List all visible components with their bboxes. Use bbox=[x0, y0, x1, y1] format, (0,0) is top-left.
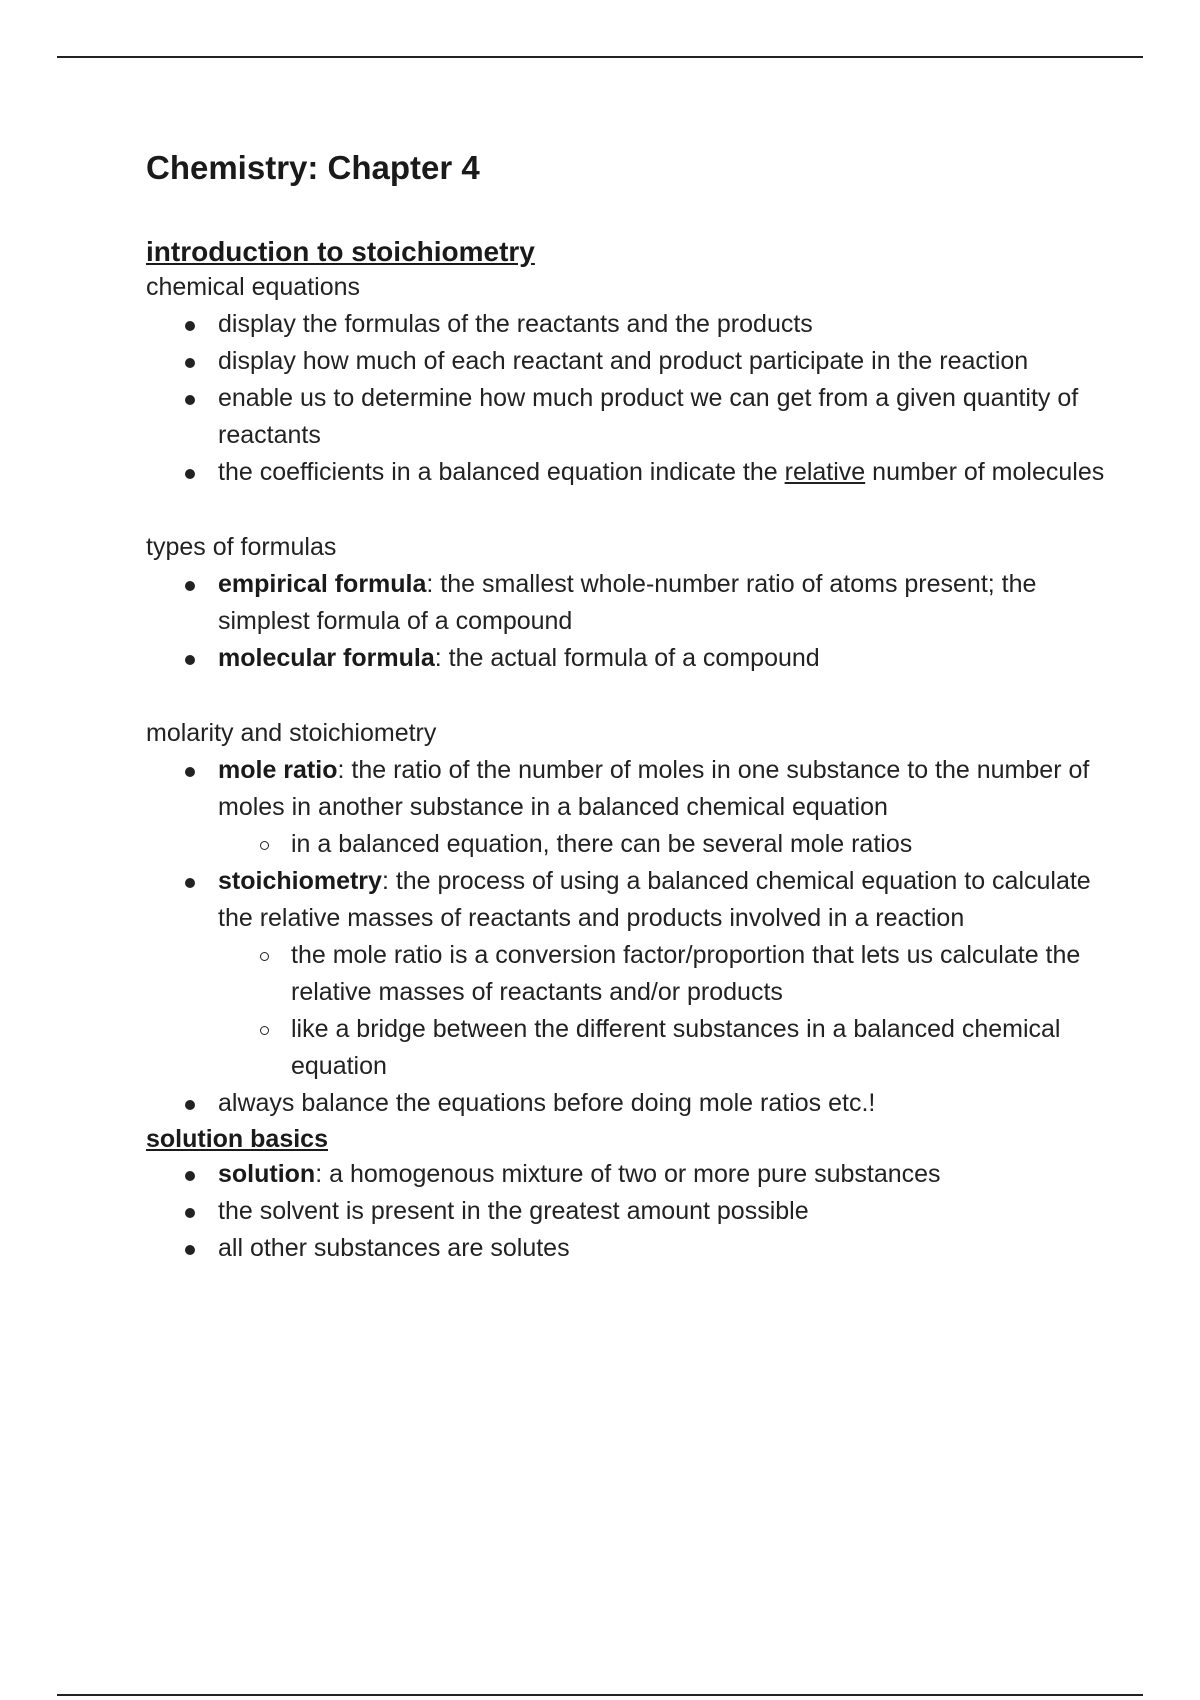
list-item bbox=[146, 566, 1106, 640]
subheading-chemical-equations: chemical equations bbox=[146, 273, 361, 301]
section-heading-solution: solution basics bbox=[146, 1125, 328, 1153]
term: mole ratio bbox=[218, 756, 338, 784]
bottom-rule bbox=[57, 1694, 1143, 1696]
list-item: always balance the equations before doing mole ratios etc.! bbox=[146, 1085, 1106, 1122]
list-item bbox=[146, 863, 1106, 1085]
sub-list-item: the mole ratio is a conversion factor/proportion that lets us calculate the relative masses of reactants and/or products bbox=[146, 937, 1106, 1011]
list-item bbox=[146, 640, 1106, 677]
list-item: the solvent is present in the greatest amount possible bbox=[146, 1193, 1106, 1230]
list-item bbox=[146, 1156, 1106, 1193]
sub-list bbox=[218, 826, 1106, 863]
list-item: enable us to determine how much product we can get from a given quantity of reactants bbox=[146, 380, 1106, 454]
term: stoichiometry bbox=[218, 867, 382, 895]
document-body bbox=[146, 140, 1106, 1267]
definition: : the process of using a balanced chemical equation to calculate the relative masses of reactants and products involved in a reaction bbox=[218, 867, 1091, 932]
sub-list-item: in a balanced equation, there can be several mole ratios bbox=[146, 826, 1106, 863]
definition: : the smallest whole-number ratio of atoms present; the simplest formula of a compound bbox=[218, 570, 1037, 635]
definition: : the actual formula of a compound bbox=[434, 644, 820, 672]
list-item: all other substances are solutes bbox=[146, 1230, 1106, 1267]
solution-list bbox=[146, 1156, 1106, 1267]
page-title: Chemistry: Chapter 4 bbox=[146, 149, 480, 186]
term: solution bbox=[218, 1160, 316, 1188]
definition: : a homogenous mixture of two or more pure substances bbox=[315, 1160, 941, 1188]
item-text: number of molecules bbox=[865, 458, 1105, 486]
item-text: the coefficients in a balanced equation indicate the bbox=[218, 458, 785, 486]
sub-list bbox=[218, 937, 1106, 1085]
formulas-list bbox=[146, 566, 1106, 677]
sub-list-item: like a bridge between the different substances in a balanced chemical equation bbox=[146, 1011, 1106, 1085]
list-item bbox=[146, 454, 1106, 491]
list-item: display the formulas of the reactants and the products bbox=[146, 306, 1106, 343]
chemical-equations-list bbox=[146, 306, 1106, 491]
subheading-molarity: molarity and stoichiometry bbox=[146, 719, 437, 747]
term: empirical formula bbox=[218, 570, 427, 598]
molarity-list bbox=[146, 752, 1106, 1122]
section-heading-intro: introduction to stoichiometry bbox=[146, 236, 535, 267]
term: molecular formula bbox=[218, 644, 435, 672]
list-item: display how much of each reactant and product participate in the reaction bbox=[146, 343, 1106, 380]
subheading-types-of-formulas: types of formulas bbox=[146, 533, 337, 561]
definition: : the ratio of the number of moles in one substance to the number of moles in another substance in a balanced chemical equation bbox=[218, 756, 1090, 821]
underlined-word: relative bbox=[784, 458, 866, 486]
top-rule bbox=[57, 56, 1143, 58]
list-item bbox=[146, 752, 1106, 863]
